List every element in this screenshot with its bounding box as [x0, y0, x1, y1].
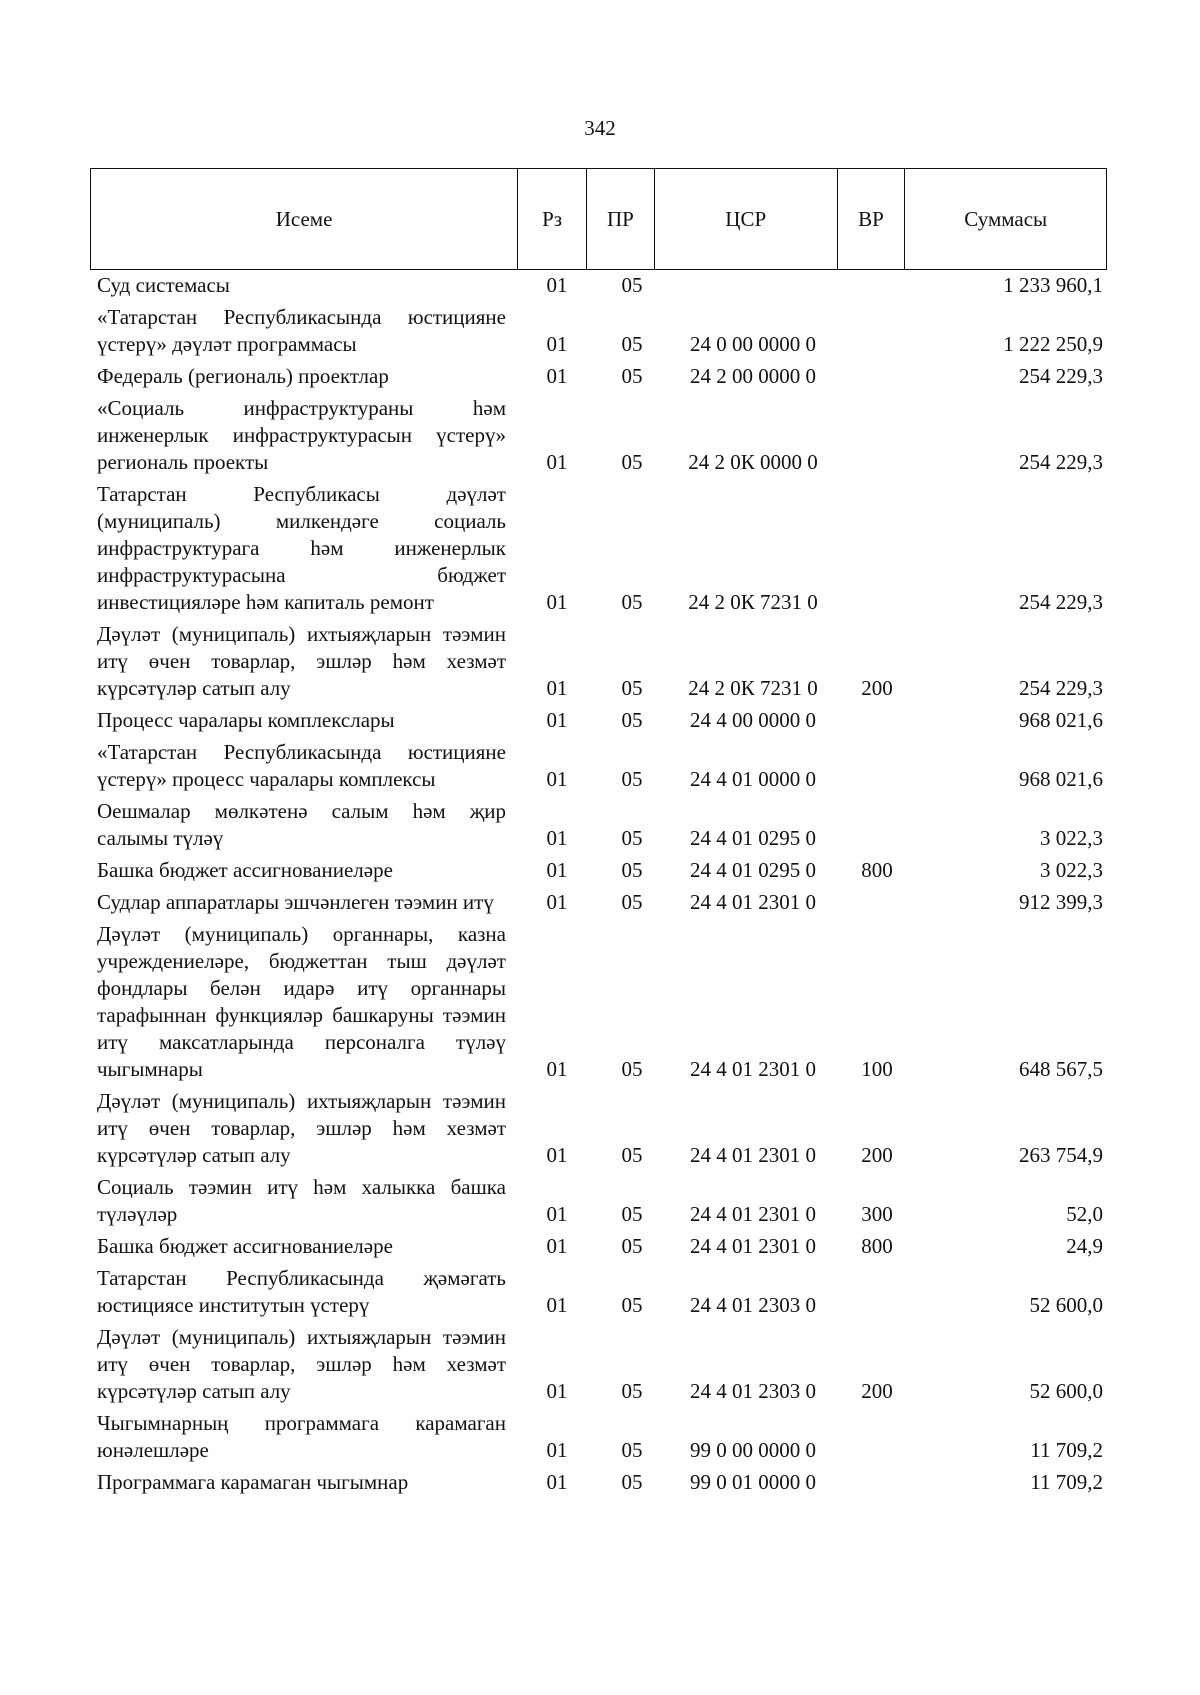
table-row — [97, 796, 1107, 855]
row-name: Башка бюджет ассигнованиеләре — [97, 1234, 393, 1258]
row-rz: 01 — [546, 767, 568, 791]
row-name: «Татарстан Республикасында юстицияне үстерү» процесс чаралары комплексы — [97, 740, 506, 791]
row-rz: 01 — [546, 708, 568, 732]
table-body — [97, 270, 1107, 1499]
row-sum: 24,9 — [1066, 1234, 1103, 1258]
row-rz: 01 — [546, 364, 568, 388]
row-rz: 01 — [546, 826, 568, 850]
table-row — [97, 737, 1107, 796]
row-pr: 05 — [621, 450, 643, 474]
row-name: Оешмалар мөлкәтенә салым һәм җир салымы түләү — [97, 799, 506, 850]
table-header — [90, 168, 1107, 270]
table-row — [97, 705, 1107, 737]
row-rz: 01 — [546, 890, 568, 914]
row-name: Федераль (региональ) проектлар — [97, 364, 389, 388]
row-name: Судлар аппаратлары эшчәнлеген тәэмин итү — [97, 890, 494, 914]
table-row — [97, 1322, 1107, 1408]
row-csr: 24 4 01 0000 0 — [690, 767, 816, 791]
row-rz: 01 — [546, 273, 568, 297]
row-name: Чыгымнарның программага карамаган юнәлешләре — [97, 1411, 506, 1462]
row-csr: 24 2 0К 7231 0 — [688, 676, 818, 700]
row-sum: 968 021,6 — [1019, 708, 1103, 732]
row-csr: 24 4 01 0295 0 — [690, 858, 816, 882]
header-name: Исеме — [91, 169, 518, 269]
row-csr: 24 2 00 0000 0 — [690, 364, 816, 388]
row-pr: 05 — [621, 1470, 643, 1494]
row-sum: 52 600,0 — [1029, 1293, 1103, 1317]
row-rz: 01 — [546, 1293, 568, 1317]
table-row — [97, 302, 1107, 361]
row-name: Дәүләт (муниципаль) ихтыяҗларын тәэмин итү өчен товарлар, эшләр һәм хезмәт күрсәтүләр сатып алу — [97, 1325, 506, 1403]
row-name: Суд системасы — [97, 273, 230, 297]
row-rz: 01 — [546, 676, 568, 700]
row-rz: 01 — [546, 450, 568, 474]
row-pr: 05 — [621, 1379, 643, 1403]
row-pr: 05 — [621, 1438, 643, 1462]
row-sum: 968 021,6 — [1019, 767, 1103, 791]
row-sum: 11 709,2 — [1030, 1470, 1103, 1494]
table-row — [97, 919, 1107, 1086]
row-rz: 01 — [546, 332, 568, 356]
row-csr: 24 4 01 2301 0 — [690, 1202, 816, 1226]
header-csr: ЦСР — [655, 169, 838, 269]
table-row — [97, 1408, 1107, 1467]
row-rz: 01 — [546, 858, 568, 882]
row-pr: 05 — [621, 890, 643, 914]
row-name: Программага карамаган чыгымнар — [97, 1470, 409, 1494]
table-row — [97, 1263, 1107, 1322]
page-number: 342 — [584, 116, 616, 140]
row-sum: 254 229,3 — [1019, 364, 1103, 388]
table-row — [97, 479, 1107, 619]
row-pr: 05 — [621, 708, 643, 732]
table-row — [97, 393, 1107, 479]
row-rz: 01 — [546, 1057, 568, 1081]
header-sum: Суммасы — [964, 206, 1048, 231]
table-row — [97, 855, 1107, 887]
row-csr: 99 0 00 0000 0 — [690, 1438, 816, 1462]
row-csr: 24 4 01 2301 0 — [690, 1234, 816, 1258]
table-row — [97, 1086, 1107, 1172]
table-row — [97, 1231, 1107, 1263]
row-pr: 05 — [621, 1202, 643, 1226]
row-csr: 24 4 00 0000 0 — [690, 708, 816, 732]
row-sum: 254 229,3 — [1019, 590, 1103, 614]
row-sum: 912 399,3 — [1019, 890, 1103, 914]
row-vr: 200 — [861, 676, 893, 700]
row-csr: 24 4 01 2301 0 — [690, 1143, 816, 1167]
row-vr: 100 — [861, 1057, 893, 1081]
row-name: Процесс чаралары комплекслары — [97, 708, 395, 732]
row-pr: 05 — [621, 273, 643, 297]
row-name: Социаль тәэмин итү һәм халыкка башка түләүләр — [97, 1175, 506, 1226]
row-name: Дәүләт (муниципаль) ихтыяҗларын тәэмин итү өчен товарлар, эшләр һәм хезмәт күрсәтүләр сатып алу — [97, 1089, 506, 1167]
row-name: «Социаль инфраструктураны һәм инженерлык инфраструктурасын үстерү» региональ проекты — [97, 396, 506, 474]
table-row — [97, 619, 1107, 705]
row-sum: 1 233 960,1 — [1003, 273, 1103, 297]
row-sum: 263 754,9 — [1019, 1143, 1103, 1167]
row-vr: 300 — [861, 1202, 893, 1226]
row-name: Дәүләт (муниципаль) ихтыяҗларын тәэмин итү өчен товарлар, эшләр һәм хезмәт күрсәтүләр сатып алу — [97, 622, 506, 700]
row-sum: 1 222 250,9 — [1003, 332, 1103, 356]
row-sum: 648 567,5 — [1019, 1057, 1103, 1081]
row-pr: 05 — [621, 858, 643, 882]
header-pr: ПР — [587, 169, 655, 269]
row-sum: 52,0 — [1066, 1202, 1103, 1226]
row-pr: 05 — [621, 332, 643, 356]
row-pr: 05 — [621, 590, 643, 614]
row-pr: 05 — [621, 1234, 643, 1258]
row-pr: 05 — [621, 1143, 643, 1167]
row-sum: 3 022,3 — [1040, 826, 1103, 850]
row-name: Дәүләт (муниципаль) органнары, казна учреждениеләре, бюджеттан тыш дәүләт фондлары белән идарә итү органнары тарафыннан функцияләр башкаруны тәэмин итү максатларында персоналга түләү чыгымнары — [97, 922, 506, 1081]
row-name: «Татарстан Республикасында юстицияне үстерү» дәүләт программасы — [97, 305, 506, 356]
table-row — [97, 887, 1107, 919]
row-sum: 11 709,2 — [1030, 1438, 1103, 1462]
row-vr: 200 — [861, 1379, 893, 1403]
table-row — [97, 1172, 1107, 1231]
table-row — [97, 1467, 1107, 1499]
row-rz: 01 — [546, 1143, 568, 1167]
row-csr: 24 4 01 0295 0 — [690, 826, 816, 850]
row-csr: 24 4 01 2303 0 — [690, 1379, 816, 1403]
row-csr: 99 0 01 0000 0 — [690, 1470, 816, 1494]
row-csr: 24 4 01 2301 0 — [690, 1057, 816, 1081]
row-pr: 05 — [621, 1057, 643, 1081]
row-pr: 05 — [621, 767, 643, 791]
table-row — [97, 270, 1107, 302]
row-sum: 3 022,3 — [1040, 858, 1103, 882]
row-csr: 24 4 01 2301 0 — [690, 890, 816, 914]
row-vr: 800 — [861, 858, 893, 882]
row-pr: 05 — [621, 826, 643, 850]
row-pr: 05 — [621, 1293, 643, 1317]
header-rz: Рз — [518, 169, 587, 269]
row-csr: 24 4 01 2303 0 — [690, 1293, 816, 1317]
row-rz: 01 — [546, 1438, 568, 1462]
row-name: Башка бюджет ассигнованиеләре — [97, 858, 393, 882]
row-csr: 24 2 0К 7231 0 — [688, 590, 818, 614]
row-csr: 24 2 0К 0000 0 — [688, 450, 818, 474]
row-name: Татарстан Республикасы дәүләт (муниципаль) милкендәге социаль инфраструктурага һәм инженерлык инфраструктурасына бюджет инвестицияләре һәм капиталь ремонт — [97, 482, 506, 614]
row-name: Татарстан Республикасында җәмәгать юстициясе институтын үстерү — [97, 1266, 506, 1317]
row-pr: 05 — [621, 676, 643, 700]
row-vr: 200 — [861, 1143, 893, 1167]
row-vr: 800 — [861, 1234, 893, 1258]
table-row — [97, 361, 1107, 393]
row-rz: 01 — [546, 1379, 568, 1403]
row-sum: 254 229,3 — [1019, 450, 1103, 474]
row-sum: 52 600,0 — [1029, 1379, 1103, 1403]
row-rz: 01 — [546, 1470, 568, 1494]
row-pr: 05 — [621, 364, 643, 388]
row-rz: 01 — [546, 1234, 568, 1258]
row-rz: 01 — [546, 1202, 568, 1226]
header-vr: ВР — [838, 169, 906, 269]
row-sum: 254 229,3 — [1019, 676, 1103, 700]
row-rz: 01 — [546, 590, 568, 614]
row-csr: 24 0 00 0000 0 — [690, 332, 816, 356]
